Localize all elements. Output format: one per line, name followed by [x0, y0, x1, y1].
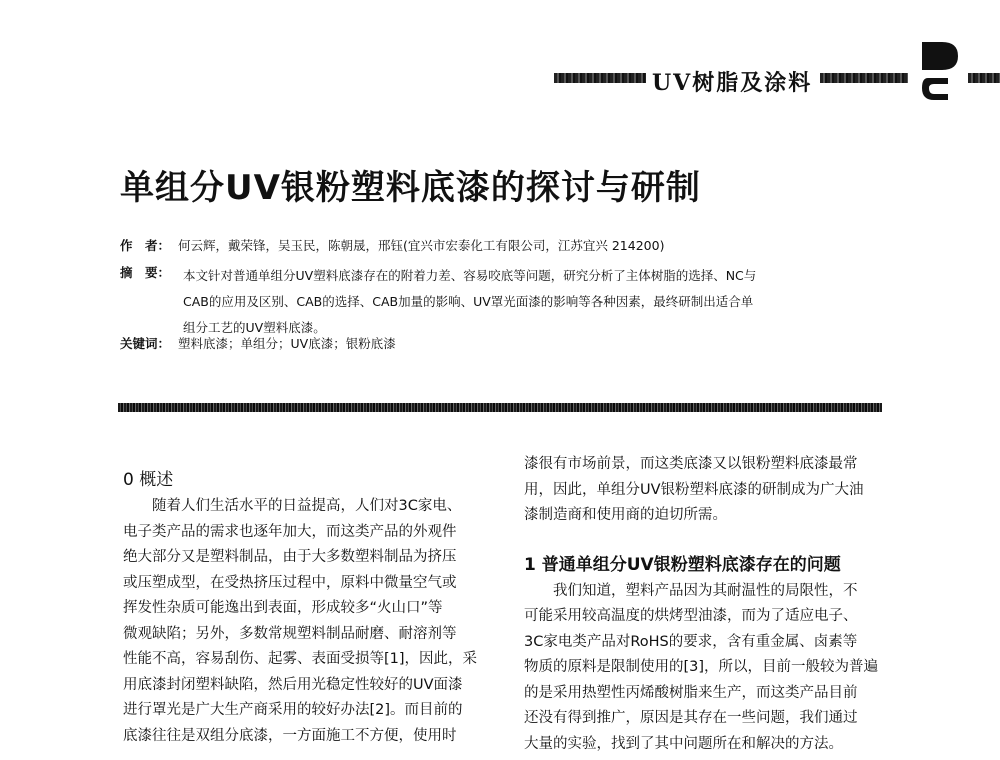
keywords-row	[120, 334, 396, 352]
abstract-text	[183, 263, 823, 341]
abstract-line: 本文针对普通单组分UV塑料底漆存在的附着力差、容易咬底等问题，研究分析了主体树脂的选择、NC与	[183, 268, 757, 283]
abstract-line: 组分工艺的UV塑料底漆。	[183, 320, 326, 335]
abstract-label: 摘 要：	[120, 265, 171, 280]
paragraph-line: 或压塑成型，在受热挤压过程中，原料中微量空气或	[123, 574, 457, 591]
paragraph-line: 用，因此，单组分UV银粉塑料底漆的研制成为广大油	[524, 481, 864, 498]
paragraph-line: 随着人们生活水平的日益提高，人们对3C家电、	[123, 498, 462, 514]
authors-row	[120, 236, 664, 254]
header-rule-right	[820, 73, 908, 83]
body-column-right	[524, 452, 904, 757]
abstract-label-row	[120, 263, 178, 281]
paragraph-line: 物质的原料是限制使用的[3]，所以，目前一般较为普遍	[524, 659, 879, 675]
paragraph-line: 微观缺陷；另外，多数常规塑料制品耐磨、耐溶剂等	[123, 625, 457, 642]
paragraph-line: 进行罩光是广大生产商采用的较好办法[2]。而目前的	[123, 702, 463, 718]
article-title: 单组分UV银粉塑料底漆的探讨与研制	[120, 168, 701, 208]
paragraph-line: 还没有得到推广，原因是其存在一些问题，我们通过	[524, 710, 858, 726]
paragraph-line: 用底漆封闭塑料缺陷，然后用光稳定性较好的UV面漆	[123, 676, 463, 693]
keywords-label: 关键词：	[120, 336, 171, 351]
section-heading-1: 1 普通单组分UV银粉塑料底漆存在的问题	[524, 554, 841, 575]
paragraph-line: 挥发性杂质可能逸出到表面，形成较多“火山口”等	[123, 600, 443, 616]
paragraph-line: 性能不高，容易刮伤、起雾、表面受损等[1]，因此，采	[123, 651, 478, 667]
paragraph-gap	[524, 529, 904, 551]
paragraph-line: 绝大部分又是塑料制品，由于大多数塑料制品为挤压	[123, 549, 457, 565]
paragraph-line: 电子类产品的需求也逐年加大，而这类产品的外观件	[123, 523, 457, 540]
paragraph-line: 漆很有市场前景，而这类底漆又以银粉塑料底漆最常	[524, 456, 858, 472]
paragraph-line: 可能采用较高温度的烘烤型油漆，而为了适应电子、	[524, 608, 858, 624]
journal-logo-icon	[918, 38, 966, 104]
authors-label: 作 者：	[120, 238, 171, 253]
section-heading-0: 0 概述	[123, 470, 174, 490]
paragraph-line: 大量的实验，找到了其中问题所在和解决的方法。	[524, 735, 843, 752]
header-rule-left	[554, 73, 646, 83]
paragraph-line: 底漆往往是双组分底漆，一方面施工不方便，使用时	[123, 727, 457, 744]
paragraph-line: 我们知道，塑料产品因为其耐温性的局限性，不	[524, 582, 858, 599]
paragraph-line: 的是采用热塑性丙烯酸树脂来生产，而这类产品目前	[524, 684, 858, 701]
section-label: UV树脂及涂料	[652, 70, 813, 96]
header-rule-edge	[968, 73, 1000, 83]
authors-text: 何云辉，戴荣锋，吴玉民，陈朝晟，邢钰(宜兴市宏泰化工有限公司，江苏宜兴 214200)	[178, 238, 665, 253]
paragraph-line: 3C家电类产品对RoHS的要求，含有重金属、卤素等	[524, 633, 858, 650]
keywords-text: 塑料底漆；单组分；UV底漆；银粉底漆	[178, 336, 396, 351]
abstract-line: CAB的应用及区别、CAB的选择、CAB加量的影响、UV罩光面漆的影响等各种因素，最终研制出适合单	[183, 294, 754, 309]
paragraph-line: 漆制造商和使用商的迫切所需。	[524, 507, 727, 523]
section-divider	[118, 403, 882, 412]
body-column-left	[123, 466, 495, 749]
